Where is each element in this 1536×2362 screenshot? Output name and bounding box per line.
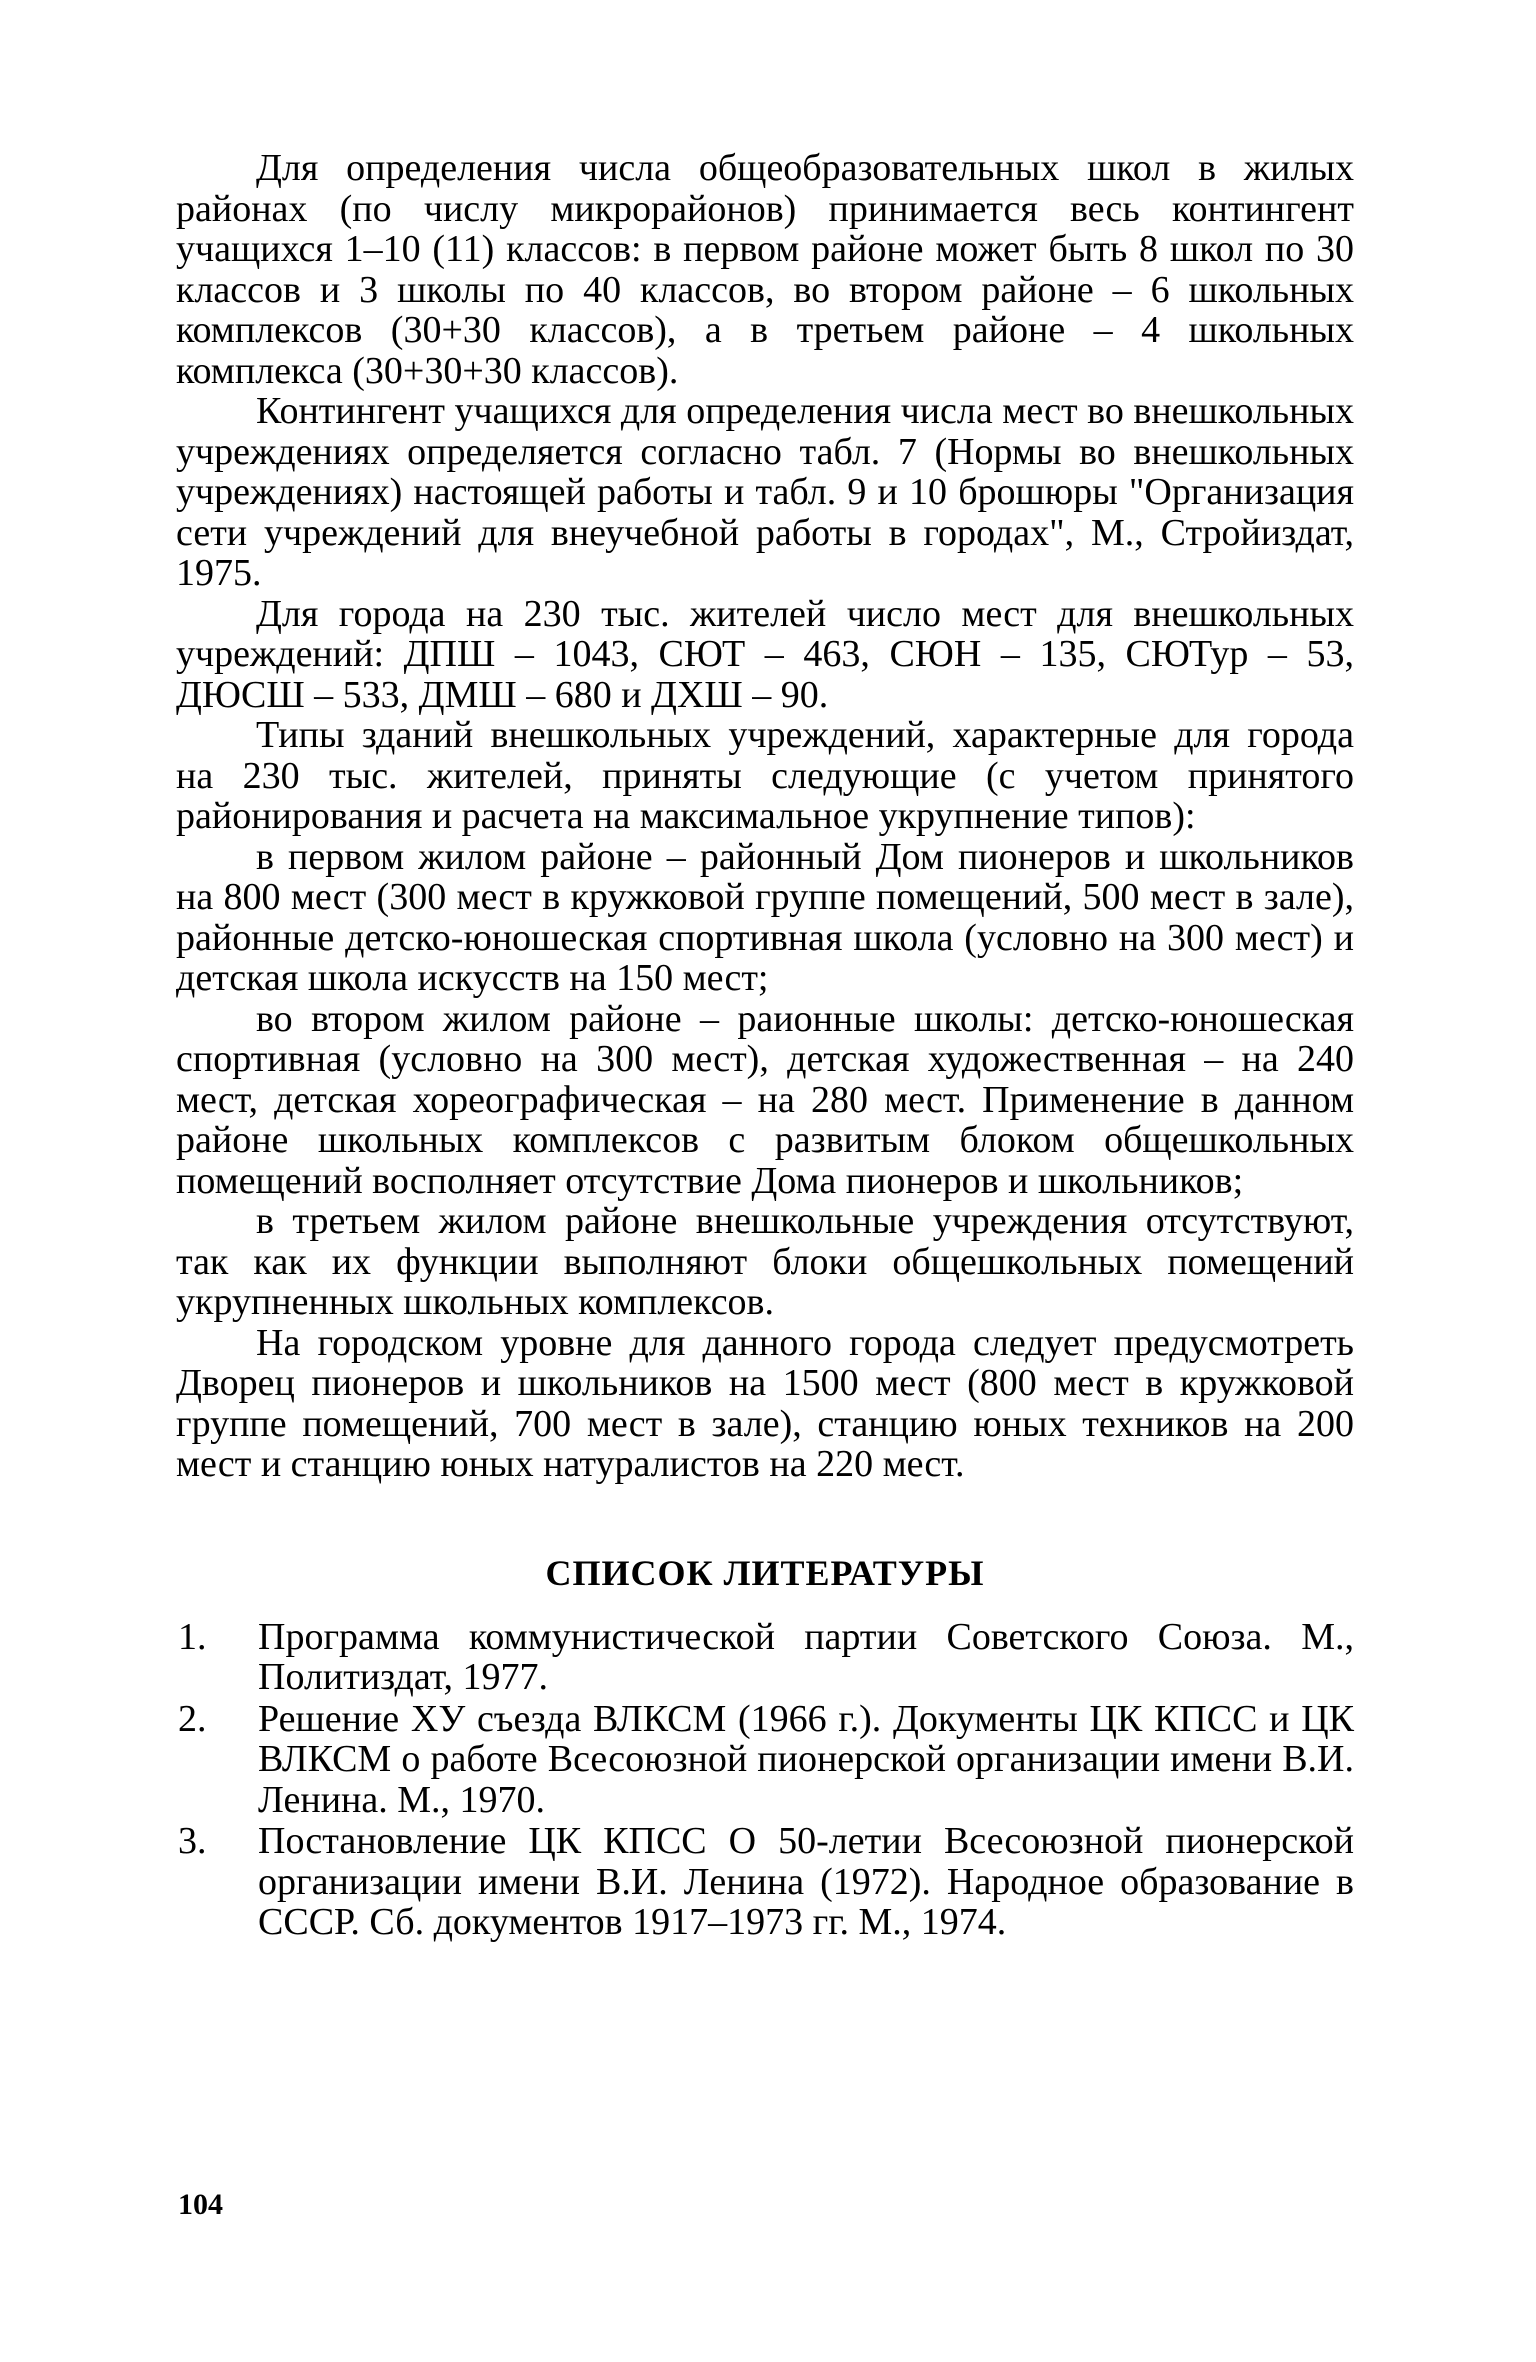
paragraph-city-places: Для города на 230 тыс. жителей число мест для внешкольных учреждений: ДПШ – 1043, СЮТ – 463, СЮН – 135, СЮТур – 53, ДЮСШ – 533, ДМШ – 680 и ДХШ – 90.: [176, 592, 1354, 716]
reference-text: Решение ХУ съезда ВЛКСМ (1966 г.). Документы ЦК КПСС и ЦК ВЛКСМ о работе Всесоюзной пионерской организации имени В.И. Ленина. М., 1970.: [258, 1697, 1354, 1821]
paragraph-student-contingent: Контингент учащихся для определения числа мест во внешкольных учреждениях определяется согласно табл. 7 (Нормы во внешкольных учреждениях) настоящей работы и табл. 9 и 10 брошюры "Организация сети учреждений для внеучебной работы в городах", М., Стройиздат, 1975.: [176, 390, 1354, 594]
references-list: [176, 1617, 1354, 1943]
reference-item: [176, 1821, 1354, 1943]
reference-number: 1.: [178, 1615, 207, 1658]
reference-item: [176, 1699, 1354, 1821]
paragraph-city-level: На городском уровне для данного города следует предусмотреть Дворец пионеров и школьников на 1500 мест (800 мест в кружковой группе помещений, 700 мест в зале), станцию юных техников на 200 мест и станцию юных натуралистов на 220 мест.: [176, 1321, 1354, 1485]
paragraph-second-district: во втором жилом районе – раионные школы: детско-юношеская спортивная (условно на 300 мест), детская художественная – на 240 мест, детская хореографическая – на 280 мест. Применение в данном районе школьных комплексов с развитым блоком общешкольных помещений восполняет отсутствие Дома пионеров и школьников;: [176, 997, 1354, 1202]
page-body: [176, 148, 1354, 1944]
reference-item: [176, 1617, 1354, 1698]
paragraph-building-types: Типы зданий внешкольных учреждений, характерные для города на 230 тыс. жителей, приняты следующие (с учетом принятого районирования и расчета на максимальное укрупнение типов):: [176, 714, 1354, 837]
reference-number: 2.: [178, 1697, 207, 1740]
page-number: 104: [178, 2188, 223, 2221]
paragraph-school-count: Для определения числа общеобразовательных школ в жилых районах (по числу микрорайонов) принимается весь контингент учащихся 1–10 (11) классов: в первом районе может быть 8 школ по 30 классов и 3 школы по 40 классов, во втором районе – 6 школьных комплексов (30+30 классов), а в третьем районе – 4 школьных комплекса (30+30+30 классов).: [176, 147, 1354, 392]
reference-text: Программа коммунистической партии Советского Союза. М., Политиздат, 1977.: [258, 1615, 1354, 1698]
reference-text: Постановление ЦК КПСС О 50-летии Всесоюзной пионерской организации имени В.И. Ленина (1972). Народное образование в СССР. Сб. документов 1917–1973 гг. М., 1974.: [258, 1820, 1354, 1943]
paragraph-third-district: в третьем жилом районе внешкольные учреждения отсутствуют, так как их функции выполняют блоки общешкольных помещений укрупненных школьных комплексов.: [176, 1200, 1354, 1323]
references-title: СПИСОК ЛИТЕРАТУРЫ: [545, 1552, 985, 1593]
reference-number: 3.: [178, 1820, 207, 1862]
paragraph-first-district: в первом жилом районе – районный Дом пионеров и школьников на 800 мест (300 мест в кружковой группе помещений, 500 мест в зале), районные детско-юношеская спортивная школа (условно на 300 мест) и детская школа искусств на 150 мест;: [176, 835, 1354, 999]
